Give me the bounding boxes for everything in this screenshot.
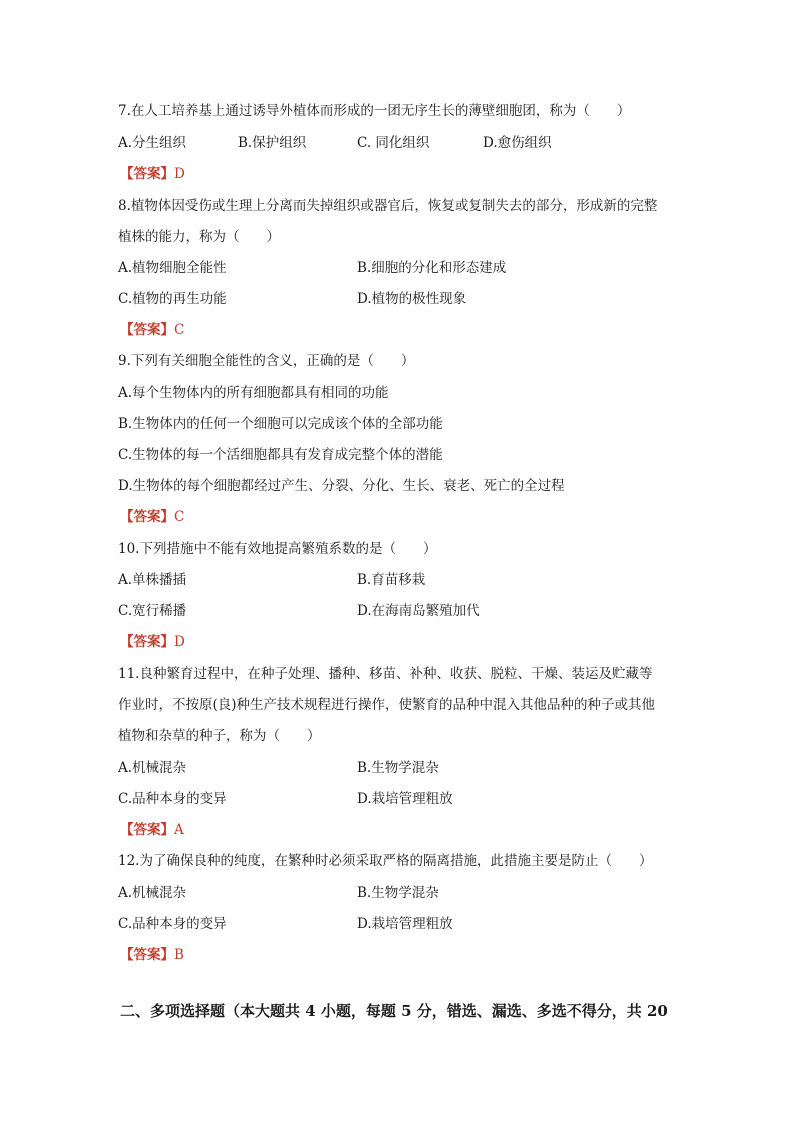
answer-label: 【答案】	[120, 822, 174, 838]
question-9-option-a: A.每个生物体内的所有细胞都具有相同的功能	[118, 385, 389, 401]
answer-value: D	[174, 634, 185, 650]
answer-label: 【答案】	[120, 947, 174, 963]
question-10-stem: 10.下列措施中不能有效地提高繁殖系数的是（ ）	[118, 541, 437, 557]
question-12-option-c: C.品种本身的变异	[118, 916, 227, 932]
question-7-option-d: D.愈伤组织	[483, 135, 552, 151]
answer-value: C	[174, 322, 185, 338]
question-11-option-d: D.栽培管理粗放	[357, 791, 453, 807]
answer-label: 【答案】	[120, 166, 174, 182]
answer-label: 【答案】	[120, 509, 174, 525]
question-10-option-b: B.育苗移栽	[357, 572, 426, 588]
question-7-option-b: B.保护组织	[238, 135, 307, 151]
answer-value: A	[174, 822, 184, 838]
question-11-option-a: A.机械混杂	[118, 760, 187, 776]
question-10-option-d: D.在海南岛繁殖加代	[357, 603, 480, 619]
question-8-option-c: C.植物的再生功能	[118, 291, 227, 307]
question-11-stem-line-3: 植物和杂草的种子，称为（ ）	[118, 728, 321, 744]
question-8-option-d: D.植物的极性现象	[357, 291, 467, 307]
question-11-stem-line-2: 作业时，不按原(良)种生产技术规程进行操作，使繁育的品种中混入其他品种的种子或其他	[118, 697, 656, 713]
question-11-option-b: B.生物学混杂	[357, 760, 439, 776]
question-12-option-a: A.机械混杂	[118, 885, 187, 901]
question-12-option-b: B.生物学混杂	[357, 885, 439, 901]
question-11-stem-line-1: 11.良种繁育过程中，在种子处理、播种、移苗、补种、收获、脱粒、干燥、装运及贮藏等	[118, 666, 653, 682]
question-8-stem-line-2: 植株的能力，称为（ ）	[118, 229, 280, 245]
answer-label: 【答案】	[120, 322, 174, 338]
answer-value: C	[174, 509, 185, 525]
question-12-option-d: D.栽培管理粗放	[357, 916, 453, 932]
question-9-option-d: D.生物体的每个细胞都经过产生、分裂、分化、生长、衰老、死亡的全过程	[118, 478, 565, 494]
answer-value: D	[174, 166, 185, 182]
question-9-option-b: B.生物体内的任何一个细胞可以完成该个体的全部功能	[118, 416, 443, 432]
question-11-answer	[120, 820, 184, 840]
question-9-stem: 9.下列有关细胞全能性的含义，正确的是（ ）	[118, 353, 415, 369]
question-7-answer	[120, 164, 185, 184]
question-8-option-a: A.植物细胞全能性	[118, 260, 227, 276]
question-12-stem: 12.为了确保良种的纯度，在繁种时必须采取严格的隔离措施，此措施主要是防止（ ）	[118, 853, 653, 869]
section-title-multiple-choice: 二、多项选择题（本大题共 4 小题，每题 5 分，错选、漏选、多选不得分，共 20	[120, 1002, 668, 1020]
question-8-option-b: B.细胞的分化和形态建成	[357, 260, 507, 276]
question-7-stem: 7.在人工培养基上通过诱导外植体而形成的一团无序生长的薄壁细胞团，称为（ ）	[118, 103, 631, 119]
question-10-option-a: A.单株播插	[118, 572, 187, 588]
answer-value: B	[174, 947, 184, 963]
question-7-option-a: A.分生组织	[118, 135, 187, 151]
question-11-option-c: C.品种本身的变异	[118, 791, 227, 807]
question-9-option-c: C.生物体的每一个活细胞都具有发育成完整个体的潜能	[118, 447, 443, 463]
question-7-option-c: C. 同化组织	[357, 135, 430, 151]
question-10-answer	[120, 632, 185, 652]
question-10-option-c: C.宽行稀播	[118, 603, 187, 619]
question-8-stem-line-1: 8.植物体因受伤或生理上分离而失掉组织或器官后，恢复或复制失去的部分，形成新的完整	[118, 198, 658, 214]
question-9-answer	[120, 507, 184, 527]
question-12-answer	[120, 945, 184, 965]
question-8-answer	[120, 320, 184, 340]
answer-label: 【答案】	[120, 634, 174, 650]
